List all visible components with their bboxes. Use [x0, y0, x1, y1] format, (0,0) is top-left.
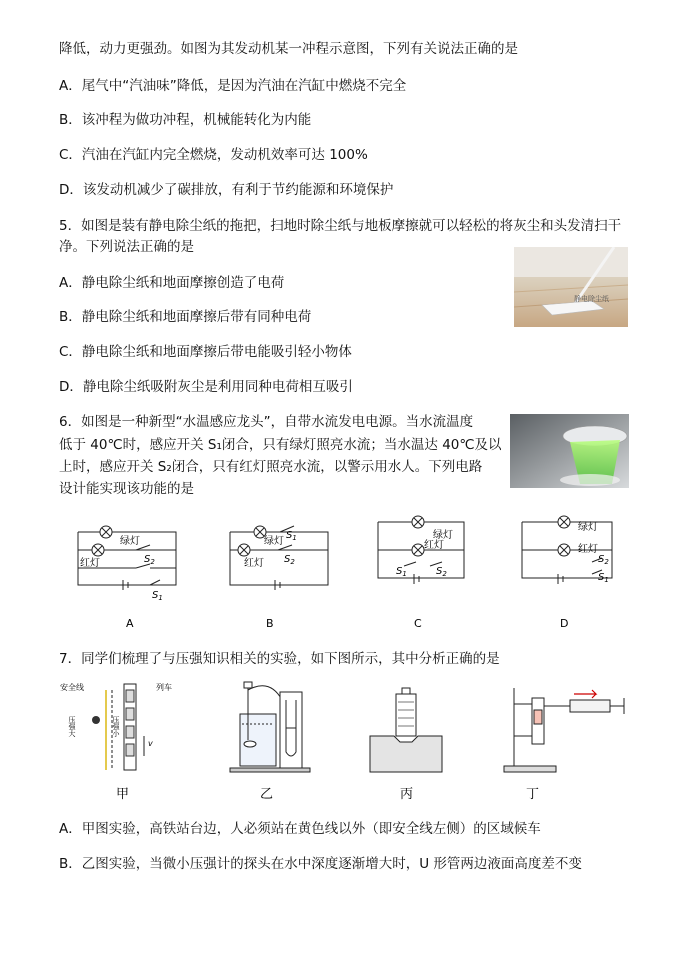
q7-option-b: B．乙图实验，当微小压强计的探头在水中深度逐渐增大时，U 形管两边液面高度差不变 [59, 856, 582, 872]
svg-text:列车: 列车 [156, 683, 172, 692]
fig7-label-yi: 乙 [260, 787, 274, 802]
figure-jia [60, 682, 172, 770]
svg-text:绿灯: 绿灯 [120, 536, 140, 547]
line-intro: 降低，动力更强劲。如图为其发动机某一冲程示意图，下列有关说法正确的是 [59, 41, 518, 57]
circuit-label-d: D [560, 617, 569, 630]
q4-option-a: A．尾气中“汽油味”降低，是因为汽油在汽缸中燃烧不完全 [59, 78, 407, 94]
q5-option-a: A．静电除尘纸和地面摩擦创造了电荷 [59, 275, 285, 291]
circuit-c [378, 516, 464, 584]
mop-caption: 静电除尘纸 [574, 295, 609, 303]
q5-stem-2: 净。下列说法正确的是 [59, 239, 194, 255]
svg-text:绿灯: 绿灯 [578, 522, 598, 533]
fig7-label-bing: 丙 [400, 787, 414, 802]
svg-text:红灯: 红灯 [80, 558, 100, 569]
svg-text:红灯: 红灯 [424, 540, 444, 551]
svg-text:S1: $S_1$ [396, 566, 407, 578]
fig7-label-ding: 丁 [526, 787, 540, 802]
svg-text:S1: $S_1$ [152, 590, 163, 602]
svg-text:v: v [148, 739, 153, 748]
circuit-label-c: C [414, 617, 422, 630]
circuit-d [522, 516, 612, 584]
q4-option-c: C．汽油在汽缸内完全燃烧，发动机效率可达 100% [59, 147, 368, 163]
circuit-label-a: A [126, 617, 134, 630]
svg-text:绿灯: 绿灯 [433, 530, 453, 541]
q6-stem-3: 上时，感应开关 S₂闭合，只有红灯照亮水流，以警示用水人。下列电路 [59, 459, 483, 475]
svg-text:压强大: 压强大 [68, 716, 76, 737]
q5-option-c: C．静电除尘纸和地面摩擦后带电能吸引轻小物体 [59, 344, 352, 360]
q4-option-b: B．该冲程为做功冲程，机械能转化为内能 [59, 112, 312, 128]
q5-stem-1: 5．如图是装有静电除尘纸的拖把，扫地时除尘纸与地板摩擦就可以轻松的将灰尘和头发清扫干 [59, 218, 622, 234]
svg-text:S2: $S_2$ [284, 554, 295, 566]
q7-option-a: A．甲图实验，高铁站台边，人必须站在黄色线以外（即安全线左侧）的区域候车 [59, 821, 541, 837]
q5-option-d: D．静电除尘纸吸附灰尘是利用同种电荷相互吸引 [59, 379, 353, 395]
svg-text:红灯: 红灯 [578, 544, 598, 555]
q6-stem-2: 低于 40℃时，感应开关 S₁闭合，只有绿灯照亮水流；当水温达 40℃及以 [59, 437, 502, 453]
svg-text:绿灯: 绿灯 [264, 536, 284, 547]
circuit-diagrams [60, 510, 640, 635]
svg-text:安全线: 安全线 [60, 683, 84, 692]
q7-stem: 7．同学们梳理了与压强知识相关的实验，如下图所示，其中分析正确的是 [59, 651, 500, 667]
figure-ding [504, 688, 624, 772]
fig7-label-jia: 甲 [116, 787, 130, 802]
svg-text:S1: $S_1$ [286, 530, 297, 542]
circuit-b [230, 526, 328, 590]
q6-stem-4: 设计能实现该功能的是 [59, 481, 194, 497]
svg-text:压强小: 压强小 [112, 716, 120, 737]
mop-photo [514, 247, 628, 327]
svg-text:S2: $S_2$ [144, 554, 155, 566]
svg-text:S1: $S_1$ [598, 572, 609, 584]
svg-text:S2: $S_2$ [436, 566, 447, 578]
q6-stem-1: 6．如图是一种新型“水温感应龙头”，自带水流发电电源。当水流温度 [59, 414, 474, 430]
circuit-a [78, 526, 176, 602]
q5-option-b: B．静电除尘纸和地面摩擦后带有同种电荷 [59, 309, 312, 325]
pressure-figures [60, 680, 640, 805]
svg-text:红灯: 红灯 [244, 558, 264, 569]
svg-text:S2: $S_2$ [598, 554, 609, 566]
circuit-label-b: B [266, 617, 274, 630]
faucet-photo [510, 414, 629, 488]
figure-bing [370, 688, 442, 772]
figure-yi [230, 682, 310, 772]
q4-option-d: D．该发动机减少了碳排放，有利于节约能源和环境保护 [59, 182, 394, 198]
